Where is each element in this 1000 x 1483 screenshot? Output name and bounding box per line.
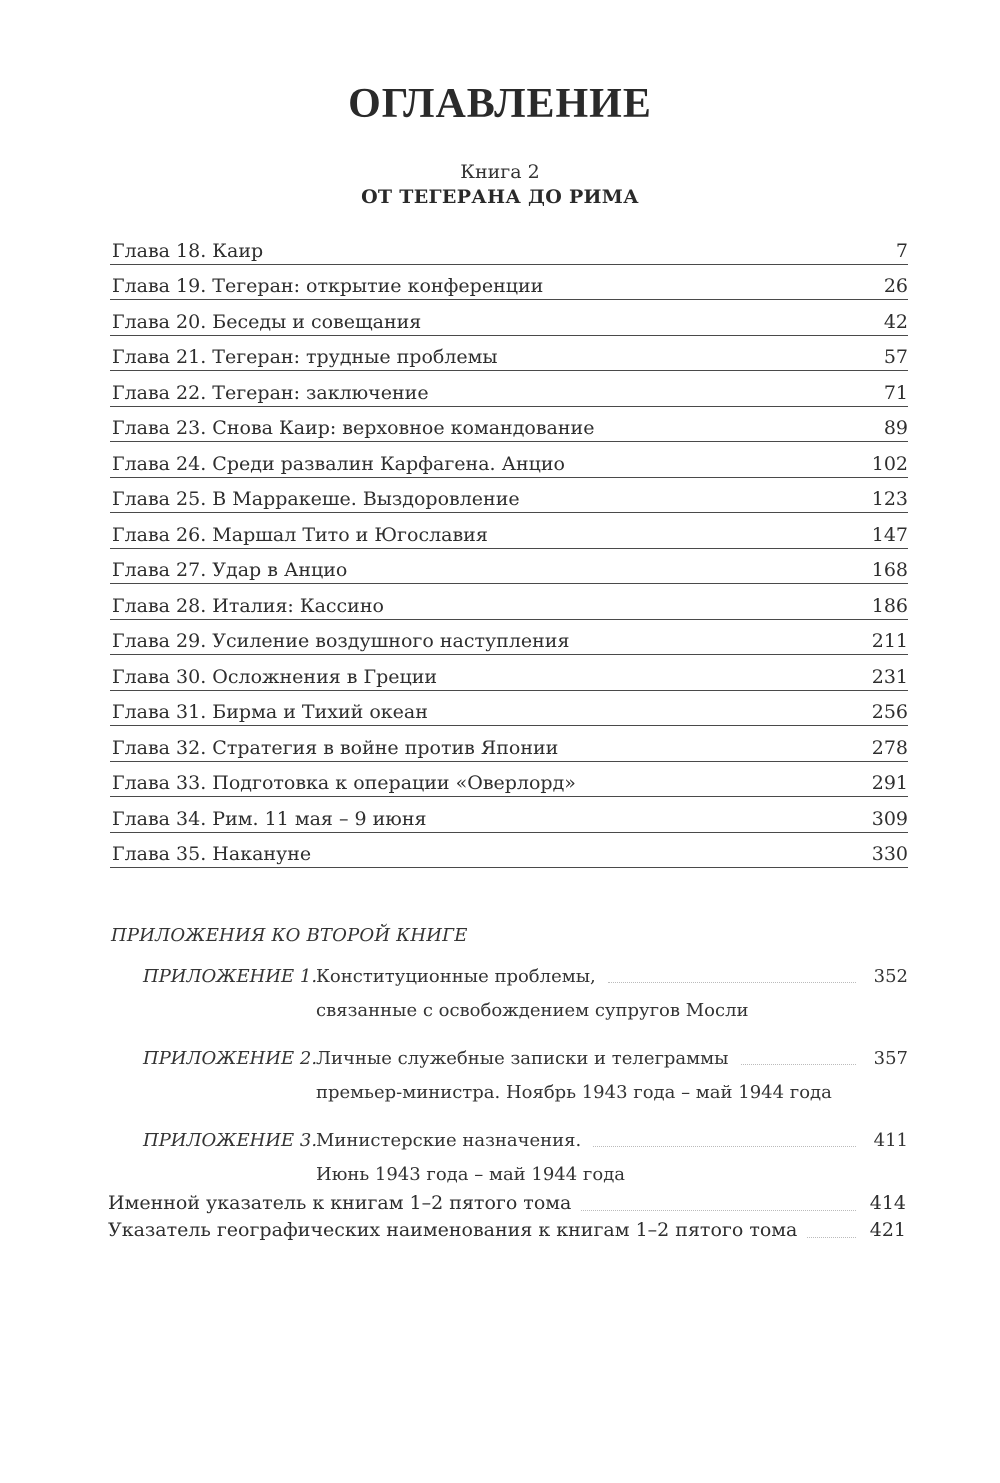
toc-entry[interactable] — [110, 550, 908, 585]
toc-entry[interactable] — [110, 230, 908, 265]
chapter-page: 168 — [871, 559, 908, 581]
chapter-title: Глава 31. Бирма и Тихий океан — [112, 701, 428, 723]
toc-entry[interactable] — [110, 763, 908, 798]
chapter-title: Глава 24. Среди развалин Карфагена. Анцио — [112, 452, 565, 475]
chapter-title: Глава 32. Стратегия в войне против Японии — [112, 736, 559, 759]
page-title: ОГЛАВЛЕНИЕ — [348, 81, 652, 127]
chapter-title: Глава 20. Беседы и совещания — [112, 310, 422, 333]
book-label: Книга 2 — [460, 161, 540, 183]
dot-leader — [581, 1209, 856, 1211]
toc-entry[interactable] — [110, 621, 908, 656]
appendix-page: 357 — [873, 1048, 908, 1069]
toc-entry[interactable] — [110, 514, 908, 549]
chapter-title: Глава 22. Тегеран: заключение — [112, 381, 429, 404]
index-title: Именной указатель к книгам 1–2 пятого тома — [108, 1192, 572, 1214]
chapter-page: 256 — [871, 701, 908, 723]
appendix-title-line1: Конституционные проблемы, — [316, 966, 596, 987]
toc-entry[interactable] — [110, 266, 908, 301]
chapter-page: 42 — [883, 310, 908, 333]
chapter-title: Глава 33. Подготовка к операции «Оверлорд» — [112, 772, 576, 794]
chapter-title: Глава 23. Снова Каир: верховное командование — [112, 417, 595, 439]
appendix-label: ПРИЛОЖЕНИЕ 2. — [143, 1048, 318, 1069]
toc-entry[interactable] — [110, 727, 908, 762]
appendix-title-line1: Министерские назначения. — [316, 1130, 582, 1151]
appendix-title-line2: премьер-министра. Ноябрь 1943 года – май 1944 года — [316, 1082, 832, 1103]
chapter-page: 309 — [871, 807, 908, 830]
index-entry[interactable] — [108, 1217, 906, 1244]
chapter-page: 26 — [883, 275, 908, 297]
toc-entry[interactable] — [110, 408, 908, 443]
toc-entry[interactable] — [110, 479, 908, 514]
appendix-title-line1: Личные служебные записки и телеграммы — [316, 1048, 729, 1069]
chapter-title: Глава 25. В Марракеше. Выздоровление — [112, 488, 520, 510]
chapter-list — [110, 230, 908, 869]
dot-leader — [593, 1145, 856, 1147]
chapter-title: Глава 28. Италия: Кассино — [112, 594, 384, 617]
chapter-title: Глава 26. Маршал Тито и Югославия — [112, 523, 488, 546]
chapter-page: 147 — [871, 523, 908, 546]
toc-entry[interactable] — [110, 798, 908, 833]
index-entry[interactable] — [108, 1190, 906, 1217]
chapter-page: 231 — [871, 665, 908, 688]
dot-leader — [608, 981, 856, 983]
index-page: 421 — [869, 1219, 906, 1241]
index-list — [108, 1190, 906, 1244]
chapter-title: Глава 18. Каир — [112, 239, 264, 262]
chapter-title: Глава 19. Тегеран: открытие конференции — [112, 275, 544, 297]
chapter-page: 330 — [871, 843, 908, 865]
dot-leader — [807, 1236, 856, 1238]
chapter-page: 186 — [871, 594, 908, 617]
appendix-entry[interactable] — [143, 1042, 908, 1110]
toc-entry[interactable] — [110, 443, 908, 478]
chapter-page: 102 — [871, 452, 908, 475]
chapter-title: Глава 34. Рим. 11 мая – 9 июня — [112, 807, 427, 830]
toc-entry[interactable] — [110, 834, 908, 869]
appendix-title-line2: связанные с освобождением супругов Мосли — [316, 1000, 749, 1021]
dot-leader — [741, 1063, 857, 1065]
chapter-page: 57 — [883, 346, 908, 368]
toc-entry[interactable] — [110, 301, 908, 336]
chapter-page: 211 — [871, 630, 908, 652]
chapter-title: Глава 35. Накануне — [112, 843, 312, 865]
chapter-title: Глава 27. Удар в Анцио — [112, 559, 348, 581]
book-title: ОТ ТЕГЕРАНА ДО РИМА — [361, 186, 639, 208]
toc-entry[interactable] — [110, 337, 908, 372]
chapter-page: 278 — [871, 736, 908, 759]
chapter-page: 123 — [871, 488, 908, 510]
toc-entry[interactable] — [110, 692, 908, 727]
toc-entry[interactable] — [110, 656, 908, 691]
chapter-page: 7 — [895, 239, 908, 262]
chapter-page: 291 — [871, 772, 908, 794]
index-page: 414 — [869, 1192, 906, 1214]
toc-entry[interactable] — [110, 585, 908, 620]
chapter-title: Глава 30. Осложнения в Греции — [112, 665, 438, 688]
chapter-title: Глава 21. Тегеран: трудные проблемы — [112, 346, 498, 368]
chapter-page: 71 — [883, 381, 908, 404]
appendix-entry[interactable] — [143, 1124, 908, 1192]
appendix-page: 352 — [873, 966, 908, 987]
appendix-label: ПРИЛОЖЕНИЕ 1. — [143, 966, 318, 987]
appendix-title-line2: Июнь 1943 года – май 1944 года — [316, 1164, 626, 1185]
appendix-heading: ПРИЛОЖЕНИЯ КО ВТОРОЙ КНИГЕ — [111, 925, 468, 946]
chapter-title: Глава 29. Усиление воздушного наступления — [112, 630, 570, 652]
chapter-page: 89 — [883, 417, 908, 439]
index-title: Указатель географических наименования к книгам 1–2 пятого тома — [108, 1219, 798, 1241]
appendix-entry[interactable] — [143, 960, 908, 1028]
appendix-label: ПРИЛОЖЕНИЕ 3. — [143, 1130, 318, 1151]
appendix-page: 411 — [873, 1130, 908, 1151]
appendix-list — [143, 960, 908, 1206]
toc-entry[interactable] — [110, 372, 908, 407]
